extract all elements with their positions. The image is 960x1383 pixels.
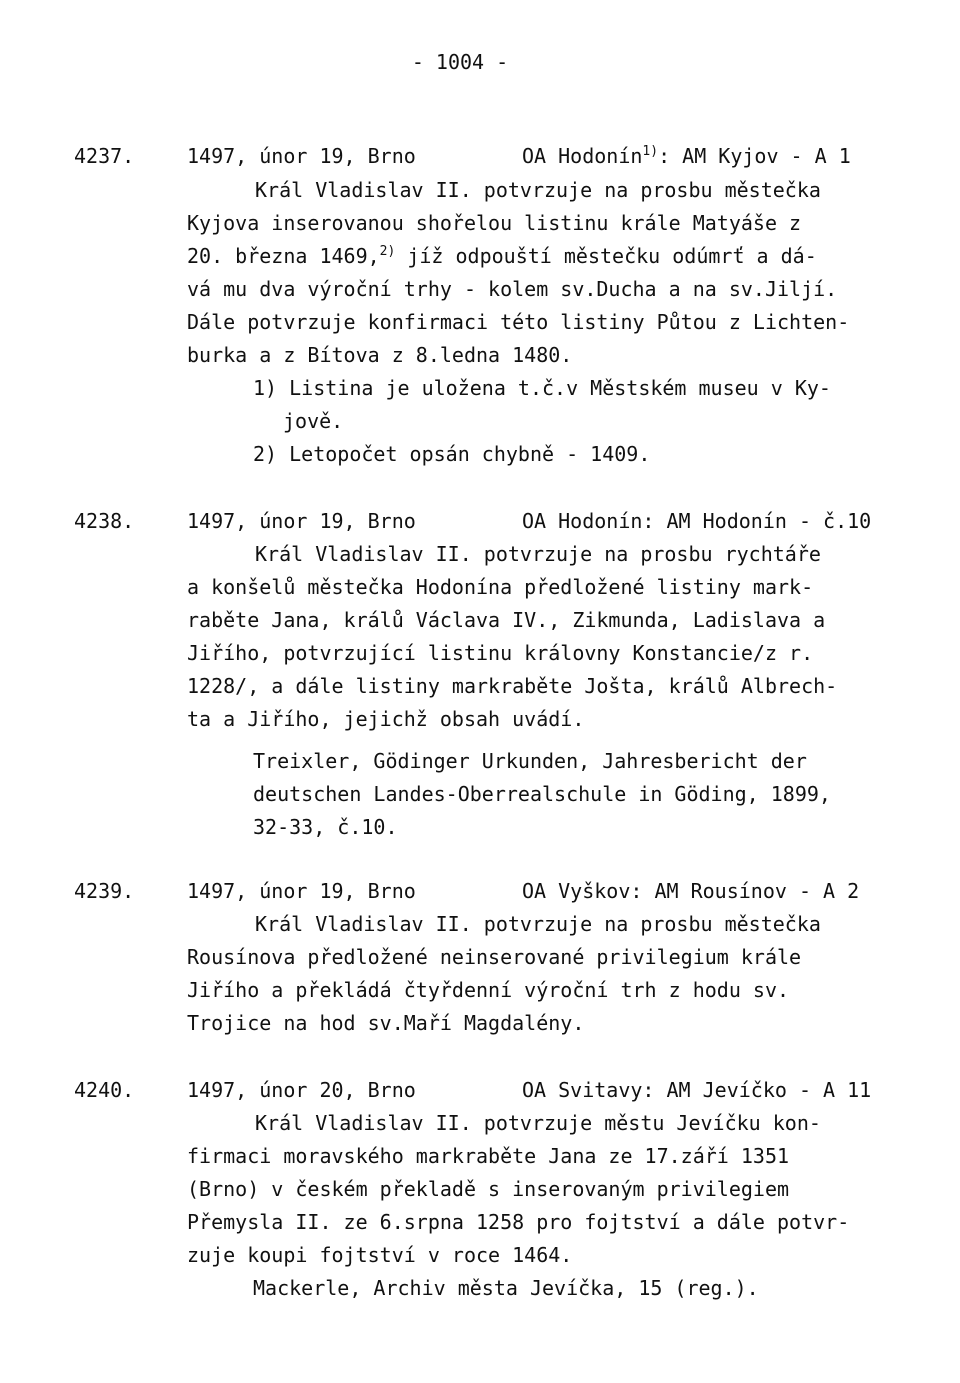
footnote-1: 1) Listina je uložena t.č.v Městském museu v Ky- — [253, 376, 831, 400]
literature-line: Treixler, Gödinger Urkunden, Jahresbericht der — [253, 749, 807, 773]
footnote-ref-2: 2) — [379, 244, 396, 259]
entry-text-line: a konšelů městečka Hodonína předložené listiny mark- — [187, 575, 814, 599]
entry-date-place: 1497, únor 19, Brno — [187, 879, 416, 903]
entry-text-line: Rousínova předložené neinserované privilegium krále — [187, 945, 802, 969]
entry-text-line: vá mu dva výroční trhy - kolem sv.Ducha a na sv.Jiljí. — [187, 277, 838, 301]
entry-date-place: 1497, únor 20, Brno — [187, 1078, 416, 1102]
entry-number: 4238. — [74, 509, 135, 533]
entry-text-line: (Brno) v českém překladě s inserovaným privilegiem — [187, 1177, 790, 1201]
entry-text-line: Král Vladislav II. potvrzuje na prosbu městečka — [255, 178, 821, 202]
entry-number: 4240. — [74, 1078, 135, 1102]
entry-number: 4237. — [74, 144, 135, 168]
entry-text-line: Trojice na hod sv.Maří Magdalény. — [187, 1011, 585, 1035]
entry-text-line: Jiřího a překládá čtyřdenní výroční trh z hodu sv. — [187, 978, 790, 1002]
entry-text-line: burka a z Bítova z 8.ledna 1480. — [187, 343, 573, 367]
source-fond: : AM Kyjov - A 1 — [658, 144, 851, 168]
footnote-2: 2) Letopočet opsán chybně - 1409. — [253, 442, 651, 466]
source-archive: OA Hodonín — [522, 144, 643, 168]
entry-text-line: Přemysla II. ze 6.srpna 1258 pro fojtství a dále potvr- — [187, 1210, 850, 1234]
entry-text-fragment: jíž odpouští městečku odúmrť a dá- — [395, 244, 817, 268]
literature-line: deutschen Landes-Oberrealschule in Göding, 1899, — [253, 782, 831, 806]
entry-text-line: firmaci moravského markraběte Jana ze 17.září 1351 — [187, 1144, 790, 1168]
entry-text-line-with-footnote — [187, 244, 817, 268]
entry-text-line: raběte Jana, králů Václava IV., Zikmunda, Ladislava a — [187, 608, 826, 632]
entry-text-line: Král Vladislav II. potvrzuje na prosbu městečka — [255, 912, 821, 936]
entry-source: OA Svitavy: AM Jevíčko - A 11 — [522, 1078, 872, 1102]
literature-line: 32-33, č.10. — [253, 815, 398, 839]
entry-date-place: 1497, únor 19, Brno — [187, 144, 416, 168]
entry-text-line: Král Vladislav II. potvrzuje městu Jevíčku kon- — [255, 1111, 821, 1135]
entry-text-fragment: 20. března 1469, — [187, 244, 380, 268]
entry-text-line: zuje koupi fojtství v roce 1464. — [187, 1243, 573, 1267]
entry-source: OA Hodonín: AM Hodonín - č.10 — [522, 509, 872, 533]
entry-text-line: Dále potvrzuje konfirmaci této listiny Půtou z Lichten- — [187, 310, 850, 334]
entry-number: 4239. — [74, 879, 135, 903]
literature-line: Mackerle, Archiv města Jevíčka, 15 (reg.). — [253, 1276, 759, 1300]
entry-text-line: Kyjova inserovanou shořelou listinu krále Matyáše z — [187, 211, 802, 235]
footnote-ref-1: 1) — [642, 144, 659, 159]
page-number: - 1004 - — [411, 50, 509, 74]
entry-text-line: Jiřího, potvrzující listinu královny Konstancie/z r. — [187, 641, 814, 665]
entry-date-place: 1497, únor 19, Brno — [187, 509, 416, 533]
entry-source: OA Vyškov: AM Rousínov - A 2 — [522, 879, 860, 903]
entry-source — [522, 144, 851, 168]
footnote-1-continuation: jově. — [283, 409, 344, 433]
entry-text-line: 1228/, a dále listiny markraběte Jošta, králů Albrech- — [187, 674, 838, 698]
entry-text-line: Král Vladislav II. potvrzuje na prosbu rychtáře — [255, 542, 821, 566]
entry-text-line: ta a Jiřího, jejichž obsah uvádí. — [187, 707, 585, 731]
